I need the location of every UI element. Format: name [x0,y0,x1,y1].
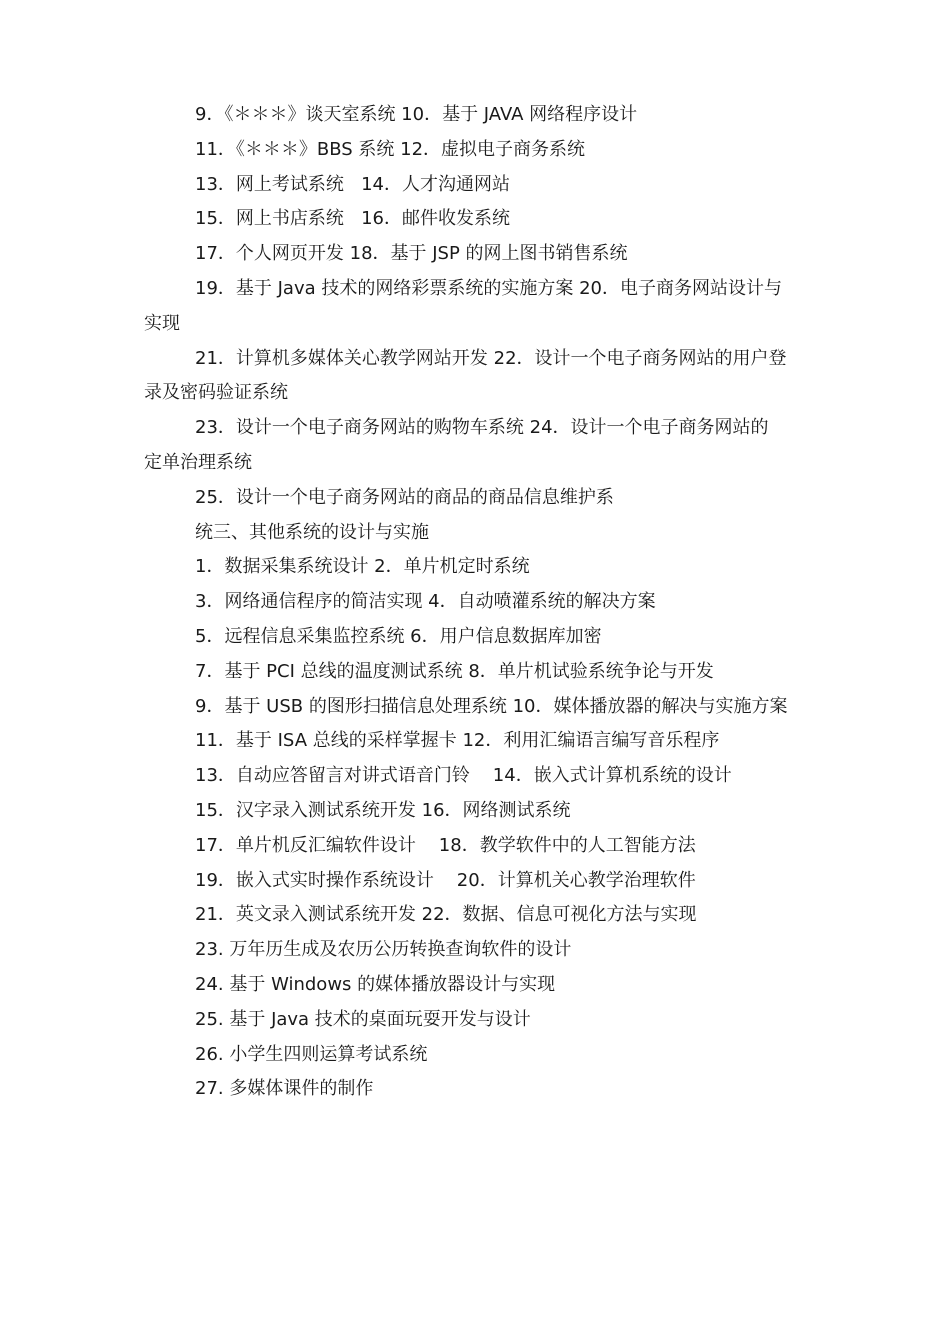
text-line: 9．《＊＊＊》谈天室系统 10．基于 JAVA 网络程序设计 [195,104,638,125]
text-line: 11．基于 ISA 总线的采样掌握卡 12．利用汇编语言编写音乐程序 [195,730,720,752]
text-line-continuation: 录及密码验证系统 [144,382,288,404]
text-line: 5．远程信息采集监控系统 6．用户信息数据库加密 [195,625,602,647]
text-line: 13．自动应答留言对讲式语音门铃 14．嵌入式计算机系统的设计 [195,765,732,787]
text-line: 25. 基于 Java 技术的桌面玩耍开发与设计 [195,1008,531,1030]
text-line-continuation: 定单治理系统 [144,451,252,473]
document-body [144,98,824,1107]
text-line: 17．个人网页开发 18．基于 JSP 的网上图书销售系统 [195,243,628,265]
text-line: 27. 多媒体课件的制作 [195,1078,374,1100]
text-line: 21．计算机多媒体关心教学网站开发 22．设计一个电子商务网站的用户登 [195,347,787,369]
text-line: 23. 万年历生成及农历公历转换查询软件的设计 [195,939,572,961]
text-line: 23．设计一个电子商务网站的购物车系统 24．设计一个电子商务网站的 [195,417,769,439]
text-line: 7．基于 PCI 总线的温度测试系统 8．单片机试验系统争论与开发 [195,660,714,682]
text-line-continuation: 实现 [144,312,180,334]
text-line: 13．网上考试系统 14．人才沟通网站 [195,173,510,195]
text-line: 19．嵌入式实时操作系统设计 20．计算机关心教学治理软件 [195,869,696,891]
text-line: 1．数据采集系统设计 2．单片机定时系统 [195,556,530,578]
text-line: 24. 基于 Windows 的媒体播放器设计与实现 [195,973,556,995]
section-heading: 统三、其他系统的设计与实施 [195,521,429,543]
text-line: 21．英文录入测试系统开发 22．数据、信息可视化方法与实现 [195,904,697,926]
text-line: 26. 小学生四则运算考试系统 [195,1043,428,1065]
text-line: 11．《＊＊＊》BBS 系统 12．虚拟电子商务系统 [195,138,586,160]
text-line: 9．基于 USB 的图形扫描信息处理系统 10．媒体播放器的解决与实施方案 [195,695,788,717]
text-line: 15．汉字录入测试系统开发 16．网络测试系统 [195,799,571,821]
text-line: 3．网络通信程序的简洁实现 4．自动喷灌系统的解决方案 [195,591,656,613]
text-line: 17．单片机反汇编软件设计 18．教学软件中的人工智能方法 [195,834,696,856]
text-line: 25．设计一个电子商务网站的商品的商品信息维护系 [195,486,614,508]
text-line: 15．网上书店系统 16．邮件收发系统 [195,208,510,230]
text-line: 19．基于 Java 技术的网络彩票系统的实施方案 20．电子商务网站设计与 [195,277,782,299]
